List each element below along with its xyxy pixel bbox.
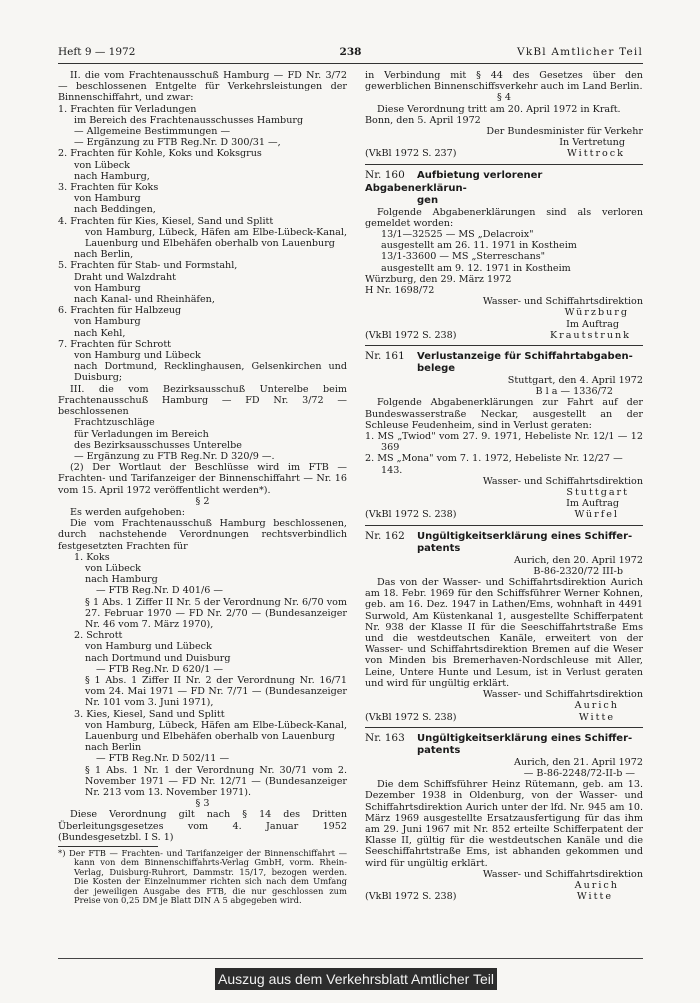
place-date: Bonn, den 5. April 1972 xyxy=(365,114,481,126)
signature-row xyxy=(365,891,643,902)
list-item-line: — Ergänzung zu FTB Reg.Nr. D 300/31 —, xyxy=(74,137,281,149)
signatory-name: Witte xyxy=(578,711,615,723)
section-title-cont: gen xyxy=(417,194,439,206)
section-title: Ungültigkeitserklärung eines Schiffer- xyxy=(417,530,633,542)
signatory-name: Würfel xyxy=(574,509,619,521)
paragraph: Die dem Schiffsführer Heinz Rütemann, geb. am 13. Dezember 1938 in Oldenburg, von der Wasser- und Schiffahrtsdirektion Aurich unter der lfd. Nr. 945 am 10. März 1969 ausgestellte Ersatzausfertigung für das ihm am 29. Juni 1967 mit Nr. 852 erteilte Schifferpatent der Klasse II, gültig für die westdeutschen Kanäle und die Seeschiffahrtstraße Ems, ist abhanden gekommen und wird für ungültig erklärt. xyxy=(365,779,643,869)
left-column xyxy=(58,70,347,905)
authority: Wasser- und Schiffahrtsdirektion xyxy=(482,689,643,701)
reference: (VkBl 1972 S. 238) xyxy=(365,891,457,903)
list-item-line: von Hamburg und Lübeck xyxy=(85,641,212,653)
list-item-line: von Hamburg und Lübeck xyxy=(74,350,201,362)
page-number: 238 xyxy=(339,46,362,58)
list-item-line: von Lübeck xyxy=(74,159,130,171)
list-item-line: — FTB Reg.Nr. D 401/6 — xyxy=(96,585,223,597)
divider xyxy=(365,525,643,526)
authority: Wasser- und Schiffahrtsdirektion xyxy=(482,296,643,308)
list-item-line: von Hamburg xyxy=(74,193,141,205)
footnote-rule xyxy=(58,846,158,847)
list-item: 13/1—32525 — MS „Delacroix" xyxy=(381,229,534,241)
section-161 xyxy=(365,350,643,375)
section-title: Aufbietung verlorener Abgabenerklärun- xyxy=(365,169,543,194)
signature-row xyxy=(365,509,643,520)
paragraph: (2) Der Wortlaut der Beschlüsse wird im FTB — Frachten- und Tarifanzeiger der Binnenschiffahrt — Nr. 16 vom 15. April 1972 veröffentlicht werden*). xyxy=(58,462,347,496)
section-number: Nr. 163 xyxy=(365,731,405,744)
signatory-office: Der Bundesminister für Verkehr xyxy=(486,126,643,138)
place-date: Würzburg, den 29. März 1972 xyxy=(365,273,512,285)
paragraph-line: des Bezirksausschusses Unterelbe xyxy=(74,439,242,451)
section-title: Ungültigkeitserklärung eines Schiffer- xyxy=(417,732,633,744)
place-date: Aurich, den 20. April 1972 xyxy=(513,554,643,566)
signatory-role: Im Auftrag xyxy=(566,498,619,510)
list-item: 7. Frachten für Schrott xyxy=(58,338,172,350)
paragraph: in Verbindung mit § 44 des Gesetzes über den gewerblichen Binnenschiffsverkehr auch im Land Berlin. xyxy=(365,70,643,93)
signatory-name: Witte xyxy=(576,891,613,903)
paragraph-line: für Verladungen im Bereich xyxy=(74,428,209,440)
signature-row xyxy=(365,330,643,341)
list-item: 1. Koks xyxy=(74,551,110,563)
reference: (VkBl 1972 S. 237) xyxy=(365,148,457,160)
list-item-line: von Hamburg, Lübeck, Häfen am Elbe-Lübeck-Kanal, Lauenburg und Elbehäfen oberhalb von Lauenburg xyxy=(85,226,347,250)
signatory-name: Wittrock xyxy=(566,148,625,160)
list-item-line: nach Hamburg xyxy=(85,574,158,586)
signatory-name: Krautstrunk xyxy=(549,329,631,341)
issue-label: Heft 9 — 1972 xyxy=(58,46,136,58)
footer-rule xyxy=(58,958,643,959)
list-item-line: von Hamburg xyxy=(74,316,141,328)
divider xyxy=(365,345,643,346)
list-item: 2. Frachten für Kohle, Koks und Koksgrus xyxy=(58,148,262,160)
place-date: Aurich, den 21. April 1972 xyxy=(513,756,643,768)
list-item-line: nach Kehl, xyxy=(74,327,126,339)
list-item-line: — FTB Reg.Nr. D 620/1 — xyxy=(96,663,223,675)
file-number: H Nr. 1698/72 xyxy=(365,285,435,297)
right-column xyxy=(365,70,643,902)
paragraph: II. die vom Frachtenausschuß Hamburg — FD Nr. 3/72 — beschlossenen Entgelte für Verkehrsleistungen der Binnenschiffahrt, und zwar: xyxy=(58,70,347,104)
section-number: Nr. 161 xyxy=(365,350,405,363)
list-item-line: von Hamburg xyxy=(74,282,141,294)
list-item-line: nach Beddingen, xyxy=(74,204,156,216)
list-item-line: nach Kanal- und Rheinhäfen, xyxy=(74,294,215,306)
list-item-line: von Hamburg, Lübeck, Häfen am Elbe-Lübeck-Kanal, Lauenburg und Elbehäfen oberhalb von Lauenburg xyxy=(85,719,347,742)
list-item-line: § 1 Abs. 1 Ziffer II Nr. 2 der Verordnung Nr. 16/71 vom 24. Mai 1971 — FD Nr. 7/71 — (Bundesanzeiger Nr. 101 vom 3. Juni 1971), xyxy=(85,674,347,709)
list-item: 6. Frachten für Halbzeug xyxy=(58,305,182,317)
publication-title: VkBl Amtlicher Teil xyxy=(517,46,643,58)
section-title-cont: patents xyxy=(417,542,461,554)
footnote: *) Der FTB — Frachten- und Tarifanzeiger der Binnenschiffahrt — kann von dem Binnenschiffahrts-Verlag GmbH, vorm. Rhein-Verlag, Duisburg-Ruhrort, Dammstr. 15/17, bezogen werden. Die Kosten der Einzelnummer richten sich nach dem Umfang der jeweiligen Ausgabe des FTB, die nur geschlossen zum Preise von 0,25 DM je Blatt DIN A 5 abgegeben wird. xyxy=(58,848,347,906)
section-mark: § 3 xyxy=(195,798,210,810)
section-number: Nr. 162 xyxy=(365,529,405,542)
file-number: B l a — 1336/72 xyxy=(535,386,613,398)
file-number: B-86-2320/72 III-b xyxy=(533,565,623,577)
authority: Wasser- und Schiffahrtsdirektion xyxy=(482,475,643,487)
list-item-line: nach Berlin, xyxy=(74,249,134,261)
header-rule xyxy=(58,63,643,64)
paragraph: Die vom Frachtenausschuß Hamburg beschlossenen, durch nachstehende Verordnungen rechtsverbindlich festgesetzten Frachten für xyxy=(58,518,347,552)
section-mark: § 4 xyxy=(497,92,511,104)
signature-row xyxy=(365,712,643,723)
authority: Wasser- und Schiffahrtsdirektion xyxy=(482,868,643,880)
list-item: 2. MS „Mona" vom 7. 1. 1972, Hebeliste Nr. 12/27 — 143. xyxy=(365,453,623,476)
list-item-line: nach Dortmund, Recklinghausen, Gelsenkirchen und Duisburg; xyxy=(74,361,347,384)
list-item: 13/1-33600 — MS „Sterreschans" xyxy=(381,251,546,263)
authority-city: Aurich xyxy=(574,879,619,891)
paragraph: Das von der Wasser- und Schiffahrtsdirektion Aurich am 18. Febr. 1969 für den Schiffsführer Werner Kohnen, geb. am 16. Dez. 1947 in Lathen/Ems, wohnhaft in 4491 Surwold, Am Küstenkanal 1, ausgestellte Schifferpatent Nr. 938 der Klasse II für die Seeschiffahrtstraße Ems und die westdeutschen Kanäle, erweitert von der Wasser- und Schiffahrtsdirektion Bremen auf die Weser von Minden bis Bremerhaven-Nordschleuse mit Aller, Leine, Untere Hunte und Lesum, ist in Verlust geraten und wird für ungültig erklärt. xyxy=(365,577,643,689)
list-item: 1. Frachten für Verladungen xyxy=(58,103,197,115)
list-item: 3. Frachten für Koks xyxy=(58,182,159,194)
paragraph: III. die vom Bezirksausschuß Unterelbe beim Frachtenausschuß Hamburg — FD Nr. 3/72 — beschlossenen xyxy=(58,383,347,418)
reference: (VkBl 1972 S. 238) xyxy=(365,329,457,341)
reference: (VkBl 1972 S. 238) xyxy=(365,711,457,723)
paragraph: Folgende Abgabenerklärungen sind als verloren gemeldet worden: xyxy=(365,206,643,229)
list-item-line: — FTB Reg.Nr. D 502/11 — xyxy=(96,753,230,765)
list-item-line: — Allgemeine Bestimmungen — xyxy=(74,126,231,138)
authority-city: Aurich xyxy=(574,700,619,712)
signatory-role: In Vertretung xyxy=(559,137,625,149)
list-item-line: von Lübeck xyxy=(85,562,141,574)
section-mark: § 2 xyxy=(195,495,210,507)
divider xyxy=(365,164,643,165)
signature-row xyxy=(365,148,643,159)
list-item-line: § 1 Abs. 1 Ziffer II Nr. 5 der Verordnung Nr. 6/70 vom 27. Februar 1970 — FD Nr. 2/70 — (Bundesanzeiger Nr. 46 vom 7. März 1970), xyxy=(85,596,347,630)
place-date: Stuttgart, den 4. April 1972 xyxy=(507,375,643,387)
signatory-role: Im Auftrag xyxy=(566,318,619,330)
footer-banner: Auszug aus dem Verkehrsblatt Amtlicher Teil xyxy=(215,968,497,990)
authority-city: Stuttgart xyxy=(566,487,629,499)
paragraph-line: Frachtzuschläge xyxy=(74,417,155,429)
list-item-line: ausgestellt am 26. 11. 1971 in Kostheim xyxy=(381,240,577,252)
authority-city: Würzburg xyxy=(564,307,629,319)
list-item-line: im Bereich des Frachtenausschusses Hamburg xyxy=(74,114,304,126)
paragraph: Es werden aufgehoben: xyxy=(70,506,185,518)
list-item: 1. MS „Twiod" vom 27. 9. 1971, Hebeliste Nr. 12/1 — 12 369 xyxy=(365,431,643,454)
paragraph: Folgende Abgabenerklärungen zur Fahrt auf der Bundeswasserstraße Neckar, ausgestellt an der Schleuse Feudenheim, sind in Verlust geraten: xyxy=(365,397,643,431)
section-title-cont: patents xyxy=(417,744,461,756)
list-item: 2. Schrott xyxy=(74,630,123,642)
list-item: 3. Kies, Kiesel, Sand und Splitt xyxy=(74,708,225,720)
list-item-line: ausgestellt am 9. 12. 1971 in Kostheim xyxy=(381,262,571,274)
file-number: — B-86-2248/72-II-b — xyxy=(523,767,635,779)
section-title: Verlustanzeige für Schiffahrtabgaben- xyxy=(417,351,633,363)
paragraph: Diese Verordnung tritt am 20. April 1972 in Kraft. xyxy=(377,103,621,115)
section-title-cont: belege xyxy=(417,363,456,375)
section-163 xyxy=(365,732,643,757)
list-item-line: nach Hamburg, xyxy=(74,170,150,182)
list-item-line: Draht und Walzdraht xyxy=(74,271,176,283)
section-160 xyxy=(365,169,643,207)
list-item-line: nach Dortmund und Duisburg xyxy=(85,652,231,664)
paragraph-line: — Ergänzung zu FTB Reg.Nr. D 320/9 —. xyxy=(74,450,275,462)
paragraph: Diese Verordnung gilt nach § 14 des Dritten Überleitungsgesetzes vom 4. Januar 1952 (Bundesgesetzbl. I S. 1) xyxy=(58,809,347,843)
list-item: 4. Frachten für Kies, Kiesel, Sand und Splitt xyxy=(58,215,274,227)
reference: (VkBl 1972 S. 238) xyxy=(365,509,457,521)
section-162 xyxy=(365,530,643,555)
list-item-line: § 1 Abs. 1 Nr. 1 der Verordnung Nr. 30/71 vom 2. November 1971 — FD Nr. 12/71 — (Bundesanzeiger Nr. 213 vom 13. November 1971). xyxy=(85,764,347,798)
section-number: Nr. 160 xyxy=(365,168,405,181)
divider xyxy=(365,727,643,728)
page-header xyxy=(58,46,643,62)
list-item: 5. Frachten für Stab- und Formstahl, xyxy=(58,260,238,272)
list-item-line: nach Berlin xyxy=(85,742,142,754)
